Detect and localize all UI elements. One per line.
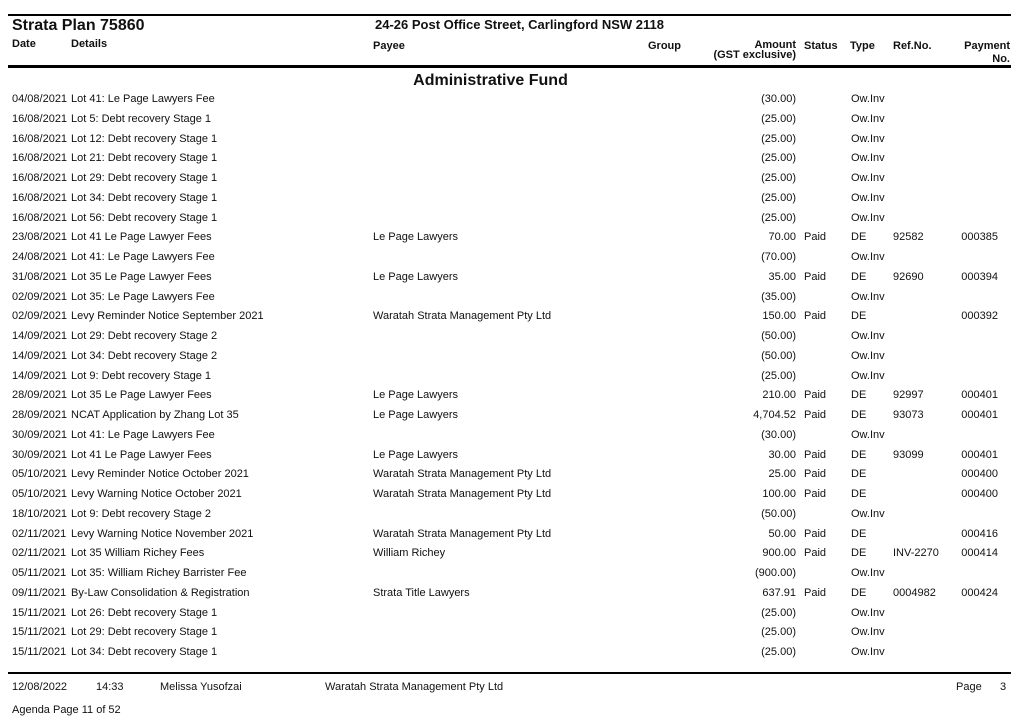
cell-date: 04/08/2021 [12,93,68,105]
table-row [0,268,1031,288]
table-row [0,564,1031,584]
cell-details: Lot 34: Debt recovery Stage 2 [71,349,218,362]
cell-ref: 93073 [893,409,924,421]
table-row [0,347,1031,367]
cell-date: 14/09/2021 [12,349,68,362]
cell-details: Lot 35: Le Page Lawyers Fee [71,290,215,303]
cell-status: Paid [804,231,827,244]
cell-type: Ow.Inv [851,93,885,105]
cell-amount: (50.00) [761,330,796,342]
cell-details: Lot 12: Debt recovery Stage 1 [71,132,218,145]
table-row [0,367,1031,387]
cell-date: 14/09/2021 [12,369,68,382]
table-row [0,505,1031,525]
cell-type: Ow.Inv [851,172,885,184]
cell-amount: 637.91 [762,586,796,599]
cell-type: Ow.Inv [851,349,885,362]
cell-date: 02/09/2021 [12,310,68,323]
footer-page-number: 3 [1000,681,1007,693]
table-row [0,544,1031,564]
cell-payment: 000400 [961,468,998,481]
cell-payment: 000385 [961,231,998,244]
cell-amount: (70.00) [761,251,796,263]
cell-details: Levy Warning Notice October 2021 [71,488,242,500]
cell-date: 24/08/2021 [12,251,68,263]
cell-status: Paid [804,310,827,323]
header-rule [8,65,1011,68]
cell-date: 23/08/2021 [12,231,68,244]
cell-date: 15/11/2021 [12,626,67,639]
cell-ref: 92582 [893,231,924,244]
column-header-amount-label: Amount [754,39,796,51]
cell-type: DE [851,586,867,599]
cell-type: Ow.Inv [851,191,885,204]
cell-type: Ow.Inv [851,211,885,224]
cell-type: DE [851,448,867,461]
cell-payee: Le Page Lawyers [373,409,458,421]
cell-payee: Le Page Lawyers [373,448,458,461]
table-row [0,604,1031,624]
footer-user: Melissa Yusofzai [160,681,242,693]
cell-status: Paid [804,586,827,599]
cell-type: Ow.Inv [851,330,885,342]
cell-details: Lot 41: Le Page Lawyers Fee [71,428,215,441]
cell-type: DE [851,310,867,323]
cell-amount: (25.00) [761,211,796,224]
cell-details: Levy Warning Notice November 2021 [71,527,254,540]
cell-status: Paid [804,527,827,540]
cell-date: 15/11/2021 [12,646,67,658]
table-row [0,584,1031,604]
footer-print-date: 12/08/2022 [12,681,68,693]
cell-ref: INV-2270 [893,547,939,560]
cell-details: Levy Reminder Notice October 2021 [71,468,249,481]
cell-date: 02/11/2021 [12,547,67,560]
cell-status: Paid [804,468,827,481]
cell-details: Lot 41: Le Page Lawyers Fee [71,251,215,263]
cell-details: Lot 35 William Richey Fees [71,547,205,560]
top-rule [8,14,1011,16]
cell-date: 16/08/2021 [12,211,68,224]
cell-details: Lot 29: Debt recovery Stage 2 [71,330,218,342]
cell-ref: 92997 [893,389,924,402]
cell-type: Ow.Inv [851,626,885,639]
cell-date: 16/08/2021 [12,191,68,204]
column-header-payment-line1: Payment [964,40,1010,52]
cell-payment: 000401 [961,409,998,421]
cell-type: DE [851,389,867,402]
cell-ref: 92690 [893,270,924,283]
cell-amount: 4,704.52 [753,409,796,421]
cell-date: 16/08/2021 [12,112,68,125]
cell-status: Paid [804,389,827,402]
cell-type: DE [851,409,867,421]
cell-details: By-Law Consolidation & Registration [71,586,250,599]
cell-date: 16/08/2021 [12,172,68,184]
footer-print-time: 14:33 [96,681,124,693]
cell-amount: (25.00) [761,152,796,165]
cell-details: Lot 5: Debt recovery Stage 1 [71,112,212,125]
cell-amount: 900.00 [762,547,796,560]
cell-details: Lot 35: William Richey Barrister Fee [71,567,247,579]
cell-payee: Waratah Strata Management Pty Ltd [373,527,552,540]
cell-amount: 70.00 [768,231,796,244]
cell-date: 05/10/2021 [12,488,68,500]
cell-payment: 000400 [961,488,998,500]
table-row [0,130,1031,150]
table-row [0,169,1031,189]
table-row [0,149,1031,169]
cell-amount: (25.00) [761,112,796,125]
plan-title: Strata Plan 75860 [12,17,145,34]
cell-date: 02/09/2021 [12,290,68,303]
cell-amount: (50.00) [761,507,796,520]
column-header-group: Group [648,40,681,52]
table-row [0,288,1031,308]
cell-details: Lot 35 Le Page Lawyer Fees [71,389,212,402]
cell-type: Ow.Inv [851,290,885,303]
cell-date: 28/09/2021 [12,409,68,421]
cell-amount: 150.00 [762,310,796,323]
cell-date: 09/11/2021 [12,586,67,599]
table-row [0,525,1031,545]
cell-amount: 50.00 [768,527,796,540]
column-header-payment [950,40,1010,66]
cell-type: Ow.Inv [851,251,885,263]
table-row [0,110,1031,130]
column-header-payee: Payee [373,40,405,52]
cell-ref: 0004982 [893,586,936,599]
property-address: 24-26 Post Office Street, Carlingford NSW 2118 [375,17,664,32]
table-row [0,189,1031,209]
cell-payment: 000401 [961,389,998,402]
cell-details: Lot 21: Debt recovery Stage 1 [71,152,218,165]
cell-amount: 35.00 [768,270,796,283]
cell-details: Lot 41 Le Page Lawyer Fees [71,231,212,244]
table-row [0,209,1031,229]
cell-date: 16/08/2021 [12,132,68,145]
cell-type: Ow.Inv [851,132,885,145]
cell-details: Lot 29: Debt recovery Stage 1 [71,172,218,184]
cell-date: 28/09/2021 [12,389,68,402]
cell-type: Ow.Inv [851,507,885,520]
cell-amount: (50.00) [761,349,796,362]
section-title: Administrative Fund [413,72,568,89]
cell-date: 30/09/2021 [12,428,68,441]
cell-details: Levy Reminder Notice September 2021 [71,310,264,323]
cell-type: DE [851,270,867,283]
cell-payment: 000394 [961,270,998,283]
cell-payment: 000401 [961,448,998,461]
cell-status: Paid [804,270,827,283]
cell-date: 02/11/2021 [12,527,67,540]
footer-page-label: Page [956,681,982,693]
column-header-ref: Ref.No. [893,40,932,52]
cell-payment: 000416 [961,527,998,540]
cell-type: Ow.Inv [851,428,885,441]
cell-payee: Waratah Strata Management Pty Ltd [373,468,552,481]
cell-details: Lot 41 Le Page Lawyer Fees [71,448,212,461]
cell-payee: Le Page Lawyers [373,389,458,402]
footer-rule [8,672,1011,674]
column-header-details: Details [71,38,108,50]
cell-status: Paid [804,488,827,500]
cell-date: 30/09/2021 [12,448,68,461]
cell-amount: (25.00) [761,172,796,184]
cell-details: Lot 29: Debt recovery Stage 1 [71,626,218,639]
cell-payee: William Richey [373,547,446,560]
cell-amount: (25.00) [761,606,796,619]
cell-amount: 210.00 [762,389,796,402]
table-row [0,228,1031,248]
cell-status: Paid [804,409,827,421]
cell-details: Lot 56: Debt recovery Stage 1 [71,211,218,224]
table-row [0,248,1031,268]
table-row [0,327,1031,347]
table-row [0,446,1031,466]
cell-type: DE [851,488,867,500]
cell-status: Paid [804,448,827,461]
cell-payee: Waratah Strata Management Pty Ltd [373,488,552,500]
cell-ref: 93099 [893,448,924,461]
cell-type: Ow.Inv [851,606,885,619]
cell-amount: 25.00 [768,468,796,481]
column-header-amount-note: (GST exclusive) [713,49,796,61]
cell-payment: 000424 [961,586,998,599]
table-row [0,643,1031,663]
table-row [0,307,1031,327]
cell-details: Lot 35 Le Page Lawyer Fees [71,270,212,283]
cell-date: 14/09/2021 [12,330,68,342]
cell-payee: Le Page Lawyers [373,270,458,283]
table-row [0,485,1031,505]
cell-amount: (25.00) [761,132,796,145]
cell-payee: Le Page Lawyers [373,231,458,244]
agenda-page: Agenda Page 11 of 52 [12,704,121,716]
cell-type: Ow.Inv [851,152,885,165]
cell-details: Lot 34: Debt recovery Stage 1 [71,646,218,658]
table-row [0,465,1031,485]
cell-amount: 30.00 [768,448,796,461]
cell-date: 18/10/2021 [12,507,68,520]
cell-details: Lot 26: Debt recovery Stage 1 [71,606,218,619]
table-row [0,426,1031,446]
cell-type: Ow.Inv [851,646,885,658]
column-header-payment-line2: No. [992,53,1010,65]
footer-company: Waratah Strata Management Pty Ltd [325,681,504,693]
cell-payment: 000414 [961,547,998,560]
cell-type: DE [851,231,867,244]
cell-amount: (25.00) [761,626,796,639]
column-header-date: Date [12,38,36,50]
cell-date: 16/08/2021 [12,152,68,165]
cell-payment: 000392 [961,310,998,323]
cell-date: 15/11/2021 [12,606,67,619]
cell-details: Lot 9: Debt recovery Stage 2 [71,507,212,520]
cell-amount: (900.00) [755,567,796,579]
column-header-status: Status [804,40,838,52]
cell-details: NCAT Application by Zhang Lot 35 [71,409,239,421]
cell-type: DE [851,527,867,540]
cell-amount: (35.00) [761,290,796,303]
cell-date: 05/11/2021 [12,567,67,579]
table-row [0,406,1031,426]
cell-amount: (25.00) [761,369,796,382]
cell-amount: (25.00) [761,191,796,204]
cell-date: 05/10/2021 [12,468,68,481]
column-header-type: Type [850,40,875,52]
cell-type: Ow.Inv [851,369,885,382]
table-row [0,386,1031,406]
table-row [0,623,1031,643]
cell-type: Ow.Inv [851,112,885,125]
cell-amount: 100.00 [762,488,796,500]
cell-amount: (25.00) [761,646,796,658]
cell-type: DE [851,547,867,560]
cell-details: Lot 34: Debt recovery Stage 1 [71,191,218,204]
cell-payee: Waratah Strata Management Pty Ltd [373,310,552,323]
cell-status: Paid [804,547,827,560]
table-row [0,90,1031,110]
column-header-amount [700,40,796,60]
cell-amount: (30.00) [761,93,796,105]
cell-type: Ow.Inv [851,567,885,579]
cell-date: 31/08/2021 [12,270,68,283]
cell-payee: Strata Title Lawyers [373,586,470,599]
cell-details: Lot 41: Le Page Lawyers Fee [71,93,215,105]
cell-amount: (30.00) [761,428,796,441]
cell-type: DE [851,468,867,481]
cell-details: Lot 9: Debt recovery Stage 1 [71,369,212,382]
